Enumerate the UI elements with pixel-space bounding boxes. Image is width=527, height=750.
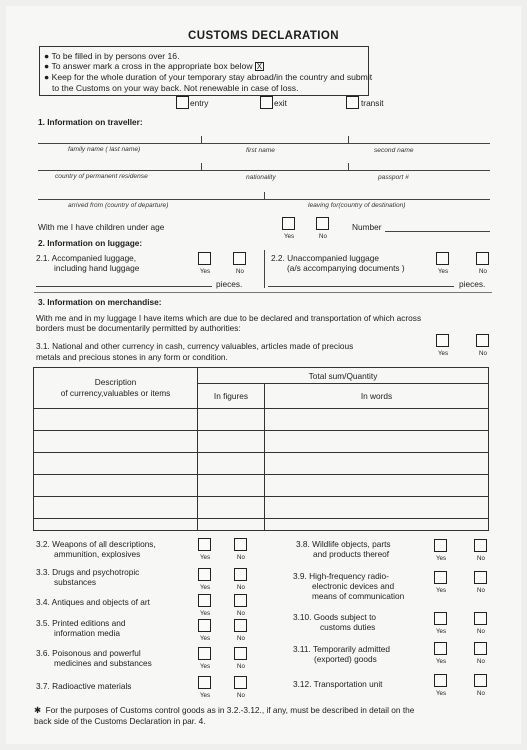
children-number-field[interactable]	[385, 231, 490, 232]
currency-question-cont: metals and precious stones in any form or condition.	[36, 352, 228, 362]
residence-caption: country of permanent residense	[55, 173, 148, 180]
item-3-7-yes-checkbox[interactable]	[198, 676, 211, 689]
accompanied-yes-checkbox[interactable]	[198, 252, 211, 265]
instruction-bullet-1: ● To be filled in by persons over 16.	[44, 51, 180, 61]
table-cell[interactable]	[198, 409, 265, 431]
unaccompanied-yes-checkbox[interactable]	[436, 252, 449, 265]
sample-cross-box: X	[256, 62, 263, 72]
item-3-12-label: 3.12. Transportation unit	[293, 679, 383, 689]
unaccompanied-pieces-field[interactable]	[268, 286, 454, 287]
footnote: ✱ For the purposes of Customs control goods as in 3.2.-3.12., if any, must be described in detail on the	[34, 705, 415, 715]
entry-label: entry	[190, 98, 209, 108]
first-name-caption: first name	[246, 147, 275, 154]
table-cell[interactable]	[34, 519, 198, 531]
item-3-7-no-checkbox[interactable]	[234, 676, 247, 689]
item-3-9-yes-checkbox[interactable]	[434, 571, 447, 584]
accompanied-luggage-label-cont: including hand luggage	[54, 263, 140, 273]
unaccompanied-luggage-label-cont: (a/s accompanying documents )	[287, 263, 405, 273]
currency-table	[33, 367, 489, 531]
in-words-header: In words	[265, 384, 489, 409]
item-3-4-no-checkbox[interactable]	[234, 594, 247, 607]
table-cell[interactable]	[265, 475, 489, 497]
accompanied-no-checkbox[interactable]	[233, 252, 246, 265]
table-cell[interactable]	[34, 497, 198, 519]
item-3-2-yes-checkbox[interactable]	[198, 538, 211, 551]
accompanied-pieces-field[interactable]	[36, 286, 212, 287]
children-yes-checkbox[interactable]	[282, 217, 295, 230]
item-3-12-yes-checkbox[interactable]	[434, 674, 447, 687]
item-3-8-label: 3.8. Wildlife objects, parts	[296, 539, 391, 549]
table-cell[interactable]	[34, 453, 198, 475]
nationality-caption: nationality	[246, 174, 276, 181]
table-cell[interactable]	[198, 475, 265, 497]
residence-line[interactable]	[38, 170, 490, 171]
item-3-8-no-checkbox[interactable]	[474, 539, 487, 552]
leaving-for-caption: leaving for(country of destination)	[308, 202, 406, 209]
passport-caption: passport #	[378, 174, 409, 181]
item-3-6-label: 3.6. Poisonous and powerful	[36, 648, 141, 658]
form-title: CUSTOMS DECLARATION	[188, 30, 339, 42]
item-3-12-no-checkbox[interactable]	[474, 674, 487, 687]
item-3-5-label: 3.5. Printed editions and	[36, 618, 126, 628]
table-cell[interactable]	[265, 497, 489, 519]
currency-question: 3.1. National and other currency in cash, currency valuables, articles made of precious	[36, 341, 354, 351]
item-3-3-yes-checkbox[interactable]	[198, 568, 211, 581]
exit-label: exit	[274, 98, 287, 108]
item-3-10-label: 3.10. Goods subject to	[293, 612, 377, 622]
item-3-7-label: 3.7. Radioactive materials	[36, 681, 132, 691]
table-cell[interactable]	[198, 519, 265, 531]
family-name-caption: family name ( last name)	[68, 146, 141, 153]
children-no-checkbox[interactable]	[316, 217, 329, 230]
item-3-11-no-checkbox[interactable]	[474, 642, 487, 655]
item-3-11-label: 3.11. Temporarily admitted	[293, 644, 390, 654]
item-3-4-label: 3.4. Antiques and objects of art	[36, 597, 150, 607]
currency-yes-checkbox[interactable]	[436, 334, 449, 347]
item-3-3-label: 3.3. Drugs and psychotropic	[36, 567, 140, 577]
currency-no-checkbox[interactable]	[476, 334, 489, 347]
number-label: Number	[352, 222, 382, 232]
item-3-9-no-checkbox[interactable]	[474, 571, 487, 584]
accompanied-pieces-label: pieces.	[216, 279, 243, 289]
item-3-5-no-checkbox[interactable]	[234, 619, 247, 632]
table-cell[interactable]	[265, 453, 489, 475]
table-cell[interactable]	[265, 431, 489, 453]
accompanied-luggage-label: 2.1. Accompanied luggage,	[36, 253, 137, 263]
instruction-bullet-3: ● Keep for the whole duration of your temporary stay abroad/in the country and submit	[44, 72, 373, 82]
children-label: With me I have children under age	[38, 222, 165, 232]
item-3-2-no-checkbox[interactable]	[234, 538, 247, 551]
item-3-8-yes-checkbox[interactable]	[434, 539, 447, 552]
section-1-heading: 1. Information on traveller:	[38, 117, 143, 127]
item-3-10-no-checkbox[interactable]	[474, 612, 487, 625]
item-3-5-yes-checkbox[interactable]	[198, 619, 211, 632]
table-cell[interactable]	[34, 475, 198, 497]
table-cell[interactable]	[265, 519, 489, 531]
name-line[interactable]	[38, 143, 490, 144]
description-header: Description of currency,valuables or items	[34, 368, 198, 409]
unaccompanied-no-checkbox[interactable]	[476, 252, 489, 265]
section-3-heading: 3. Information on merchandise:	[38, 297, 162, 307]
item-3-10-yes-checkbox[interactable]	[434, 612, 447, 625]
total-header: Total sum/Quantity	[198, 368, 489, 384]
unaccompanied-pieces-label: pieces.	[459, 279, 486, 289]
entry-checkbox[interactable]	[176, 96, 189, 109]
item-3-6-no-checkbox[interactable]	[234, 647, 247, 660]
table-cell[interactable]	[34, 431, 198, 453]
table-cell[interactable]	[198, 453, 265, 475]
item-3-6-yes-checkbox[interactable]	[198, 647, 211, 660]
unaccompanied-luggage-label: 2.2. Unaccompanied luggage	[271, 253, 379, 263]
footnote-cont: back side of the Customs Declaration in par. 4.	[34, 716, 206, 726]
in-figures-header: In figures	[198, 384, 265, 409]
section-2-heading: 2. Information on luggage:	[38, 238, 143, 248]
table-cell[interactable]	[34, 409, 198, 431]
item-3-4-yes-checkbox[interactable]	[198, 594, 211, 607]
item-3-9-label: 3.9. High-frequency radio-	[293, 571, 389, 581]
item-3-3-no-checkbox[interactable]	[234, 568, 247, 581]
second-name-caption: second name	[374, 147, 414, 154]
exit-checkbox[interactable]	[260, 96, 273, 109]
instruction-bullet-3-cont: to the Customs on your way back. Not renewable in case of loss.	[52, 83, 299, 93]
transit-label: transit	[361, 98, 384, 108]
table-cell[interactable]	[265, 409, 489, 431]
arrived-from-caption: arrived from (country of departure)	[68, 202, 169, 209]
table-cell[interactable]	[198, 497, 265, 519]
table-cell[interactable]	[198, 431, 265, 453]
item-3-2-label: 3.2. Weapons of all descriptions,	[36, 539, 156, 549]
item-3-11-yes-checkbox[interactable]	[434, 642, 447, 655]
transit-checkbox[interactable]	[346, 96, 359, 109]
merchandise-intro: With me and in my luggage I have items which are due to be declared and transportation of which across	[36, 313, 422, 323]
instruction-bullet-2: ● To answer mark a cross in the appropriate box below X	[44, 61, 263, 72]
merchandise-intro-cont: borders must be documentarily permitted by authorities:	[36, 323, 241, 333]
